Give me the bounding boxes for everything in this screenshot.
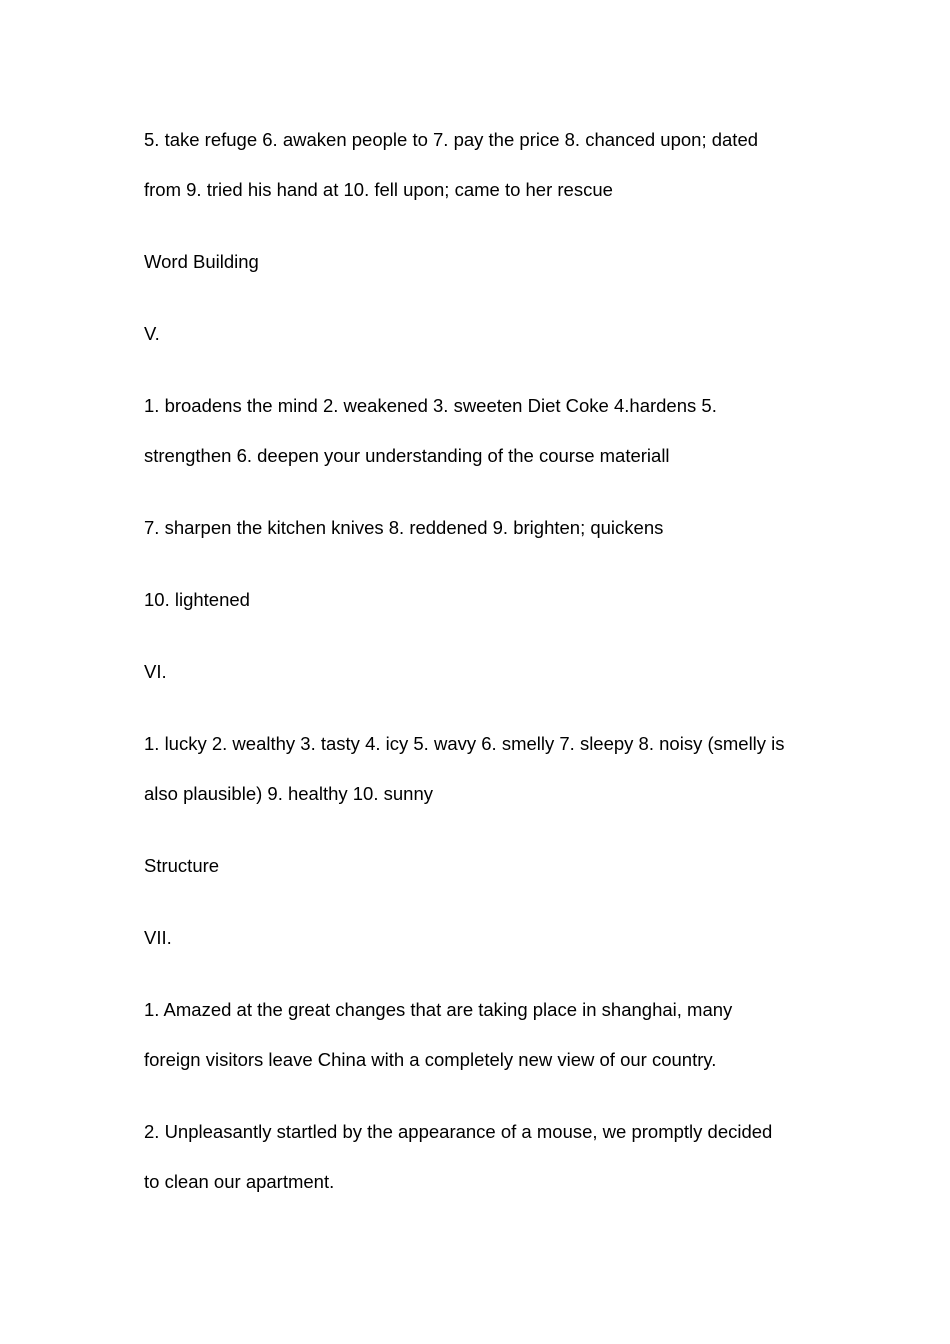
text-line: foreign visitors leave China with a completely new view of our country.	[144, 1049, 717, 1070]
text-line: 7. sharpen the kitchen knives 8. reddened 9. brighten; quickens	[144, 517, 664, 538]
exercise-number-vii: VII.	[144, 927, 172, 948]
text-line: 1. broadens the mind 2. weakened 3. sweeten Diet Coke 4.hardens 5.	[144, 395, 717, 416]
text-line: also plausible) 9. healthy 10. sunny	[144, 783, 433, 804]
text-line: 10. lightened	[144, 589, 250, 610]
exercise-number-v: V.	[144, 323, 160, 344]
text-line: to clean our apartment.	[144, 1171, 335, 1192]
section-heading-structure: Structure	[144, 855, 220, 876]
text-line: 5. take refuge 6. awaken people to 7. pay the price 8. chanced upon; dated	[144, 129, 759, 150]
text-line: from 9. tried his hand at 10. fell upon; came to her rescue	[144, 179, 613, 200]
text-line: 1. lucky 2. wealthy 3. tasty 4. icy 5. wavy 6. smelly 7. sleepy 8. noisy (smelly is	[144, 733, 785, 754]
section-heading-word-building: Word Building	[144, 251, 259, 272]
text-line: 2. Unpleasantly startled by the appearance of a mouse, we promptly decided	[144, 1121, 773, 1142]
exercise-number-vi: VI.	[144, 661, 167, 682]
text-line: strengthen 6. deepen your understanding of the course materiall	[144, 445, 670, 466]
text-line: 1. Amazed at the great changes that are taking place in shanghai, many	[144, 999, 733, 1020]
